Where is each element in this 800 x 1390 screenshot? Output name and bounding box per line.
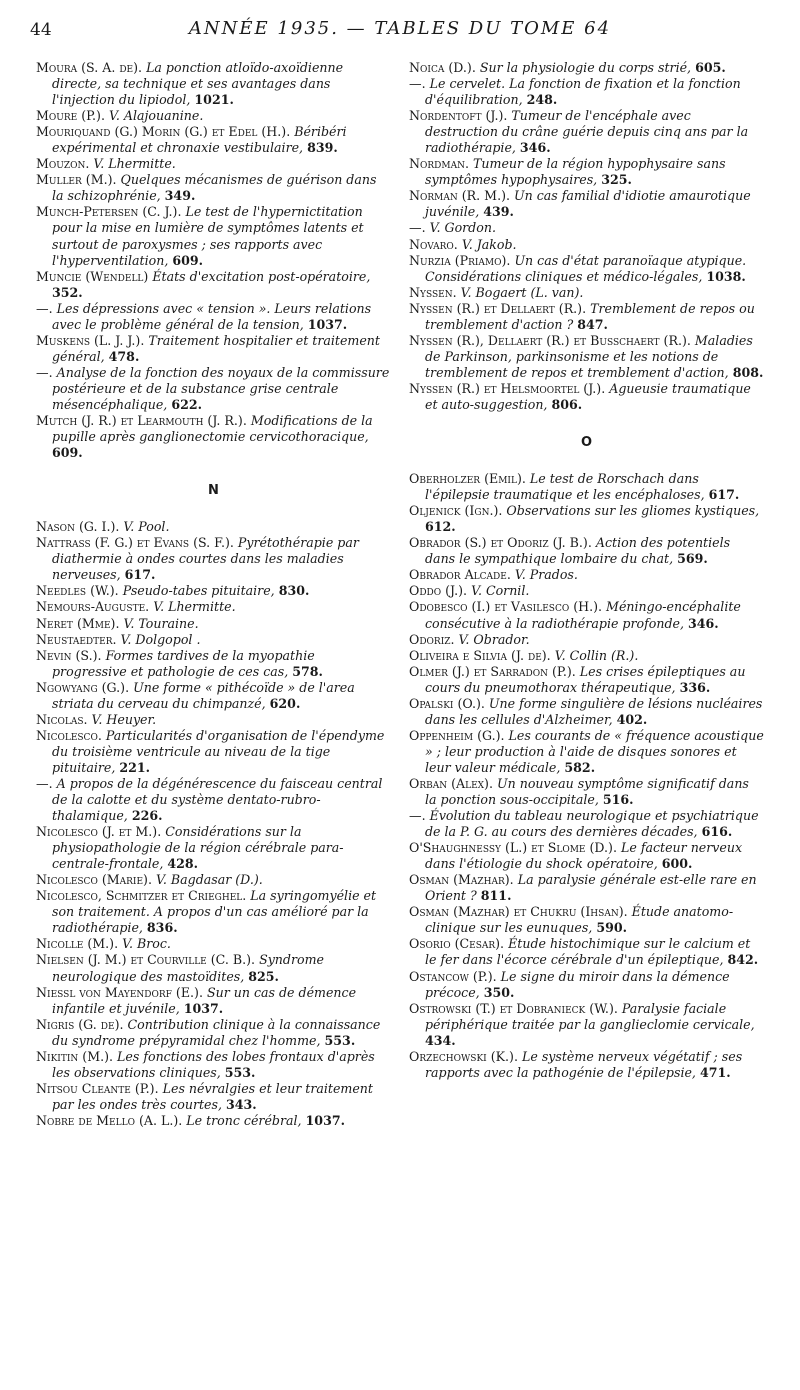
entry-title: Étude anatomo-clinique sur les eunuques,	[425, 904, 734, 936]
entry-author: Nyssen (R.), Dellaert (R.) et Busschaert (R.).	[409, 332, 691, 348]
entry-page: 471.	[699, 1064, 731, 1080]
entry-page: 609.	[172, 252, 204, 268]
entry-title: Les courants de « fréquence acoustique » ; leur production à l'aide de disques sonores et leur valeur médicale,	[425, 727, 764, 775]
index-entry	[409, 840, 764, 872]
index-entry	[409, 728, 764, 776]
entry-author: Nicolesco (J. et M.).	[36, 824, 162, 840]
entry-author: Osman (Mazhar).	[409, 872, 514, 888]
entry-author: Obrador Alcade.	[409, 567, 511, 583]
entry-title: Un cas d'état paranoïaque atypique. Considérations cliniques et médico-légales,	[425, 252, 747, 284]
entry-author: Oliveira e Silvia (J. de).	[409, 647, 551, 663]
entry-author: Mouriquand (G.) Morin (G.) et Edel (H.).	[36, 124, 291, 140]
entries-n-continued	[409, 60, 764, 413]
entry-author: Novaro.	[409, 236, 458, 252]
index-entry	[409, 285, 764, 301]
entry-author: —.	[409, 76, 426, 92]
index-entry	[409, 664, 764, 696]
index-entry	[409, 583, 764, 599]
entry-author: Nevin (S.).	[36, 647, 102, 663]
entry-page: 1038.	[706, 268, 746, 284]
entry-title: Béribéri expérimental et chronaxie vestibulaire,	[52, 124, 347, 156]
entry-title: Syndrome neurologique des mastoïdites,	[52, 952, 324, 984]
entry-title: La paralysie générale est-elle rare en Orient ?	[425, 872, 757, 904]
entry-author: O'Shaughnessy (L.) et Slome (D.).	[409, 840, 617, 856]
index-entry	[36, 365, 391, 413]
entry-page: 622.	[171, 396, 202, 412]
index-entry	[409, 599, 764, 631]
entry-author: Nicolesco (Marie).	[36, 872, 152, 888]
entry-author: Niessl von Mayendorf (E.).	[36, 984, 203, 1000]
entry-author: Muller (M.).	[36, 172, 117, 188]
entry-title: Observations sur les gliomes kystiques,	[506, 503, 760, 519]
left-column	[36, 60, 391, 1129]
entry-title: Traitement hospitalier et traitement général,	[52, 332, 380, 364]
entry-page: 808.	[732, 364, 764, 380]
entry-title: Un cas familial d'idiotie amaurotique juvénile,	[425, 188, 751, 220]
entry-author: Neustaedter.	[36, 631, 117, 647]
entry-title: Le cervelet. La fonction de fixation et la fonction d'équilibration,	[425, 76, 741, 108]
entry-title: La ponction atloïdo-axoïdienne directe, sa technique et ses avantages dans l'injection du lipiodol,	[52, 60, 344, 108]
index-entry	[36, 108, 391, 124]
index-entry	[409, 253, 764, 285]
index-entry	[409, 503, 764, 535]
entry-author: Needles (W.).	[36, 583, 119, 599]
entry-author: Nobre de Mello (A. L.).	[36, 1112, 183, 1128]
index-entry	[36, 872, 391, 888]
entry-title: Sur la physiologie du corps strié,	[479, 60, 692, 75]
index-entry	[36, 583, 391, 599]
entry-title: A propos de la dégénérescence du faisceau central de la calotte et du système dentato-rubro-thalamique,	[52, 775, 383, 824]
entry-author: —.	[36, 775, 53, 791]
entry-page: 830.	[278, 583, 310, 599]
index-entry	[36, 1081, 391, 1113]
entry-author: Nordentoft (J.).	[409, 108, 508, 124]
index-entry	[409, 237, 764, 253]
entry-title: Paralysie faciale périphérique traitée par la ganglieclomie cervicale,	[425, 1000, 755, 1032]
entry-page: 617.	[708, 487, 740, 503]
index-entry	[409, 872, 764, 904]
entry-title: Pyrétothérapie par diathermie à ondes courtes dans les maladies nerveuses,	[52, 535, 359, 583]
index-entry	[409, 632, 764, 648]
index-entry	[36, 985, 391, 1017]
right-column	[409, 60, 764, 1081]
entry-page: 516.	[602, 792, 634, 808]
entry-author: Nicolesco.	[36, 727, 102, 743]
index-entry	[409, 808, 764, 840]
page-number: 44	[30, 20, 52, 40]
entry-title: Méningo-encéphalite consécutive à la radiothérapie profonde,	[425, 599, 741, 631]
entry-title: V. Pool.	[123, 519, 170, 535]
index-entry	[36, 728, 391, 776]
entry-author: Orban (Alex).	[409, 775, 493, 791]
index-entry	[36, 333, 391, 365]
entry-author: Oljenick (Ign.).	[409, 503, 503, 519]
entry-author: Neret (Mme).	[36, 615, 120, 631]
entry-title: Le tronc cérébral,	[186, 1112, 302, 1128]
entry-title: Les crises épileptiques au cours du pneumothorax thérapeutique,	[425, 663, 746, 695]
entry-title: Évolution du tableau neurologique et psychiatrique de la P. G. au cours des dernières décades,	[425, 808, 759, 840]
index-entry	[409, 1001, 764, 1049]
entries-m	[36, 60, 391, 461]
index-entry	[409, 76, 764, 108]
entry-title: Le test de Rorschach dans l'épilepsie traumatique et les encéphaloses,	[425, 471, 705, 503]
entry-author: Ostancow (P.).	[409, 968, 497, 984]
entry-title: Formes tardives de la myopathie progressive et pathologie de ces cas,	[52, 647, 315, 679]
entry-title: Maladies de Parkinson, parkinsonisme et les notions de tremblement de repos et tremblement d'action,	[425, 332, 753, 380]
entry-title: Un nouveau symptôme significatif dans la ponction sous-occipitale,	[425, 775, 749, 808]
entry-author: Nordman.	[409, 156, 469, 172]
entry-title: Les dépressions avec « tension ». Leurs relations avec le problème général de la tension,	[52, 300, 372, 332]
entry-author: Opalski (O.).	[409, 695, 485, 711]
entry-author: Noica (D.).	[409, 60, 476, 75]
index-entry	[409, 535, 764, 567]
entry-title: Le système nerveux végétatif ; ses rapports avec la pathogénie de l'épilepsie,	[425, 1048, 743, 1080]
index-entry	[36, 269, 391, 301]
entry-page: 612.	[425, 519, 456, 535]
entry-author: Nigris (G. de).	[36, 1016, 124, 1032]
entry-author: Nyssen (R.) et Helsmoortel (J.).	[409, 380, 606, 396]
entry-title: La syringomyélie et son traitement. A propos d'un cas amélioré par la radiothérapie,	[52, 888, 377, 936]
entry-author: —.	[409, 808, 426, 824]
index-entry	[36, 413, 391, 461]
index-entry	[36, 712, 391, 728]
entry-author: Norman (R. M.).	[409, 188, 510, 204]
index-entry	[36, 535, 391, 583]
entry-page: 605.	[695, 60, 726, 75]
index-entry	[409, 333, 764, 381]
index-entry	[36, 632, 391, 648]
entry-page: 325.	[601, 172, 632, 188]
entry-title: V. Jakob.	[461, 236, 517, 252]
entry-title: Analyse de la fonction des noyaux de la commissure postérieure et de la substance grise centrale mésencéphalique,	[52, 364, 390, 412]
index-entry	[409, 567, 764, 583]
entry-title: V. Gordon.	[429, 220, 496, 236]
entry-author: Orzechowski (K.).	[409, 1048, 518, 1064]
entry-author: Nicolesco, Schmitzer et Crieghel.	[36, 888, 247, 904]
entry-author: Nattrass (F. G.) et Evans (S. F.).	[36, 535, 234, 551]
entry-author: Moure (P.).	[36, 108, 105, 124]
entry-title: Agueusie traumatique et auto-suggestion,	[425, 380, 751, 412]
entry-page: 1037.	[307, 316, 348, 332]
index-entry	[36, 824, 391, 872]
entries-n	[36, 519, 391, 1129]
entry-page: 439.	[483, 204, 514, 220]
entry-page: 600.	[661, 856, 693, 872]
entry-title: V. Heuyer.	[91, 711, 157, 727]
entry-title: Modifications de la pupille après ganglionectomie cervicothoracique,	[52, 413, 373, 445]
index-entry	[409, 188, 764, 220]
entry-title: Contribution clinique à la connaissance du syndrome prépyramidal chez l'homme,	[52, 1016, 381, 1048]
entry-page: 839.	[307, 140, 338, 156]
entry-title: V. Collin (R.).	[554, 647, 639, 663]
entry-page: 346.	[688, 615, 719, 631]
entry-author: Nason (G. I.).	[36, 519, 120, 535]
entry-page: 402.	[616, 711, 648, 727]
entry-author: Osorio (Cesar).	[409, 936, 505, 952]
index-entry	[36, 776, 391, 824]
entry-title: Une forme « pithécoïde » de l'area striata du cerveau du chimpanzé,	[52, 679, 355, 711]
section-letter-n: N	[208, 483, 219, 499]
entry-title: V. Cornil.	[471, 583, 530, 599]
entry-page: 350.	[483, 984, 515, 1000]
index-entry	[36, 124, 391, 156]
entry-page: 617.	[124, 567, 156, 583]
entry-author: Moura (S. A. de).	[36, 60, 143, 75]
entry-author: Ostrowski (T.) et Dobranieck (W.).	[409, 1000, 618, 1016]
entry-page: 836.	[146, 920, 178, 936]
entry-title: Tumeur de la région hypophysaire sans symptômes hypophysaires,	[425, 156, 726, 188]
entry-author: Nicolas.	[36, 711, 88, 727]
index-entry	[36, 60, 391, 108]
entry-page: 569.	[677, 551, 708, 567]
index-entry	[409, 776, 764, 808]
entry-title: V. Touraine.	[123, 615, 199, 631]
entry-page: 346.	[519, 140, 551, 156]
entry-page: 609.	[52, 445, 83, 461]
entry-page: 434.	[425, 1032, 456, 1048]
entry-author: Osman (Mazhar) et Chukru (Ihsan).	[409, 904, 628, 920]
entry-title: Considérations sur la physiopathologie de la région cérébrale para-centrale-frontale,	[52, 824, 344, 872]
index-entry	[409, 108, 764, 156]
entry-title: Le facteur nerveux dans l'étiologie du shock opératoire,	[425, 840, 743, 872]
entry-title: Les fonctions des lobes frontaux d'après les observations cliniques,	[52, 1048, 375, 1080]
entry-title: Tumeur de l'encéphale avec destruction du crâne guérie depuis cinq ans par la radiothérapie,	[425, 108, 749, 156]
entry-author: Muncie (Wendell)	[36, 268, 149, 284]
entry-page: 806.	[551, 396, 583, 412]
entry-author: Nemours-Auguste.	[36, 599, 150, 615]
entry-page: 343.	[225, 1096, 257, 1112]
index-entry	[36, 648, 391, 680]
index-entry	[409, 301, 764, 333]
entry-author: Odoriz.	[409, 631, 455, 647]
index-entry	[36, 680, 391, 712]
entry-title: Quelques mécanismes de guérison dans la schizophrénie,	[52, 172, 377, 204]
entry-title: Particularités d'organisation de l'épendyme du troisième ventricule au niveau de la tige pituitaire,	[52, 727, 385, 775]
entry-title: V. Alajouanine.	[108, 108, 204, 124]
entry-page: 582.	[564, 759, 596, 775]
running-title: ANNÉE 1935. — TABLES DU TOME 64	[188, 18, 612, 39]
entry-page: 336.	[679, 679, 711, 695]
entry-title: V. Bogaert (L. van).	[460, 284, 584, 300]
entry-title: États d'excitation post-opératoire,	[152, 268, 371, 284]
entry-title: Le signe du miroir dans la démence précoce,	[425, 968, 730, 1000]
entry-page: 1037.	[305, 1112, 345, 1128]
entry-page: 553.	[224, 1064, 256, 1080]
entry-title: V. Bagdasar (D.).	[155, 872, 263, 888]
page-header	[0, 16, 800, 44]
index-entry	[409, 696, 764, 728]
index-entry	[36, 888, 391, 936]
entry-author: —.	[36, 300, 53, 316]
entry-author: Olmer (J.) et Sarradon (P.).	[409, 663, 576, 679]
entry-author: Nitsou Cleante (P.).	[36, 1080, 159, 1096]
entry-page: 825.	[248, 968, 279, 984]
index-entry	[36, 616, 391, 632]
index-entry	[36, 952, 391, 984]
entry-author: —.	[409, 220, 426, 236]
index-entry	[409, 936, 764, 968]
entry-title: V. Lhermitte.	[153, 599, 236, 615]
entry-title: V. Obrador.	[458, 631, 530, 647]
entry-page: 349.	[164, 188, 196, 204]
entry-author: Odobesco (I.) et Vasilesco (H.).	[409, 599, 603, 615]
entry-page: 590.	[596, 920, 628, 936]
index-entry	[36, 1049, 391, 1081]
entry-page: 578.	[292, 663, 323, 679]
index-entry	[409, 1049, 764, 1081]
entry-title: Pseudo-tabes pituitaire,	[122, 583, 275, 599]
entry-title: Action des potentiels dans le sympathique lombaire du chat,	[425, 535, 731, 567]
entry-author: Mouzon.	[36, 156, 90, 172]
entry-title: V. Lhermitte.	[93, 156, 176, 172]
index-entry	[36, 519, 391, 535]
index-entry	[36, 301, 391, 333]
entry-author: Oberholzer (Emil).	[409, 471, 526, 487]
entry-author: Oppenheim (G.).	[409, 727, 505, 743]
entry-title: Étude histochimique sur le calcium et le fer dans l'écorce cérébrale d'un épileptique,	[425, 936, 751, 968]
index-entry	[409, 648, 764, 664]
entry-page: 847.	[577, 316, 608, 332]
entry-author: Nicolle (M.).	[36, 936, 119, 952]
entry-page: 620.	[269, 695, 301, 711]
entry-page: 616.	[701, 824, 733, 840]
index-entry	[36, 1017, 391, 1049]
entry-title: Le test de l'hypernictitation pour la mise en lumière de symptômes latents et surtout de paroxysmes ; ses rapports avec l'hyperventilation,	[52, 204, 364, 268]
entry-author: —.	[36, 364, 53, 380]
entry-author: Nikitin (M.).	[36, 1048, 114, 1064]
index-entry	[409, 969, 764, 1001]
entry-page: 811.	[480, 888, 512, 904]
entry-author: Ngowyang (G.).	[36, 679, 130, 695]
index-entry	[409, 904, 764, 936]
entry-author: Nyssen.	[409, 284, 457, 300]
entries-o	[409, 471, 764, 1081]
entry-author: Nurzia (Priamo).	[409, 252, 511, 268]
entry-page: 221.	[119, 759, 151, 775]
index-entry	[36, 1113, 391, 1129]
index-entry	[36, 204, 391, 268]
entry-title: Tremblement de repos ou tremblement d'action ?	[425, 300, 755, 332]
index-entry	[36, 172, 391, 204]
entry-author: Muskens (L. J. J.).	[36, 332, 145, 348]
entry-page: 428.	[167, 856, 199, 872]
entry-author: Munch-Petersen (C. J.).	[36, 204, 182, 220]
index-entry	[36, 156, 391, 172]
entry-page: 842.	[727, 952, 759, 968]
index-entry	[36, 936, 391, 952]
index-entry	[409, 381, 764, 413]
entry-page: 478.	[108, 348, 140, 364]
entry-author: Nyssen (R.) et Dellaert (R.).	[409, 300, 587, 316]
entry-title: Une forme singulière de lésions nucléaires dans les cellules d'Alzheimer,	[425, 695, 763, 727]
entry-author: Oddo (J.).	[409, 583, 468, 599]
entry-page: 1021.	[194, 92, 234, 108]
index-entry	[409, 471, 764, 503]
entry-title: Sur un cas de démence infantile et juvénile,	[52, 984, 357, 1016]
index-entry	[409, 156, 764, 188]
index-entry	[409, 60, 764, 76]
entry-page: 352.	[52, 284, 83, 300]
entry-title: V. Prados.	[514, 567, 578, 583]
entry-title: V. Dolgopol .	[120, 631, 201, 647]
entry-page: 226.	[131, 808, 163, 824]
entry-author: Obrador (S.) et Odoriz (J. B.).	[409, 535, 592, 551]
entry-title: V. Broc.	[122, 936, 171, 952]
index-entry	[36, 599, 391, 615]
entry-page: 553.	[324, 1032, 356, 1048]
entry-page: 1037.	[183, 1000, 224, 1016]
entry-author: Mutch (J. R.) et Learmouth (J. R.).	[36, 413, 247, 429]
section-letter-o: O	[580, 435, 593, 451]
entry-author: Nielsen (J. M.) et Courville (C. B.).	[36, 952, 256, 968]
entry-page: 248.	[526, 92, 558, 108]
entry-title: Les névralgies et leur traitement par les ondes très courtes,	[52, 1080, 373, 1112]
index-entry	[409, 220, 764, 236]
